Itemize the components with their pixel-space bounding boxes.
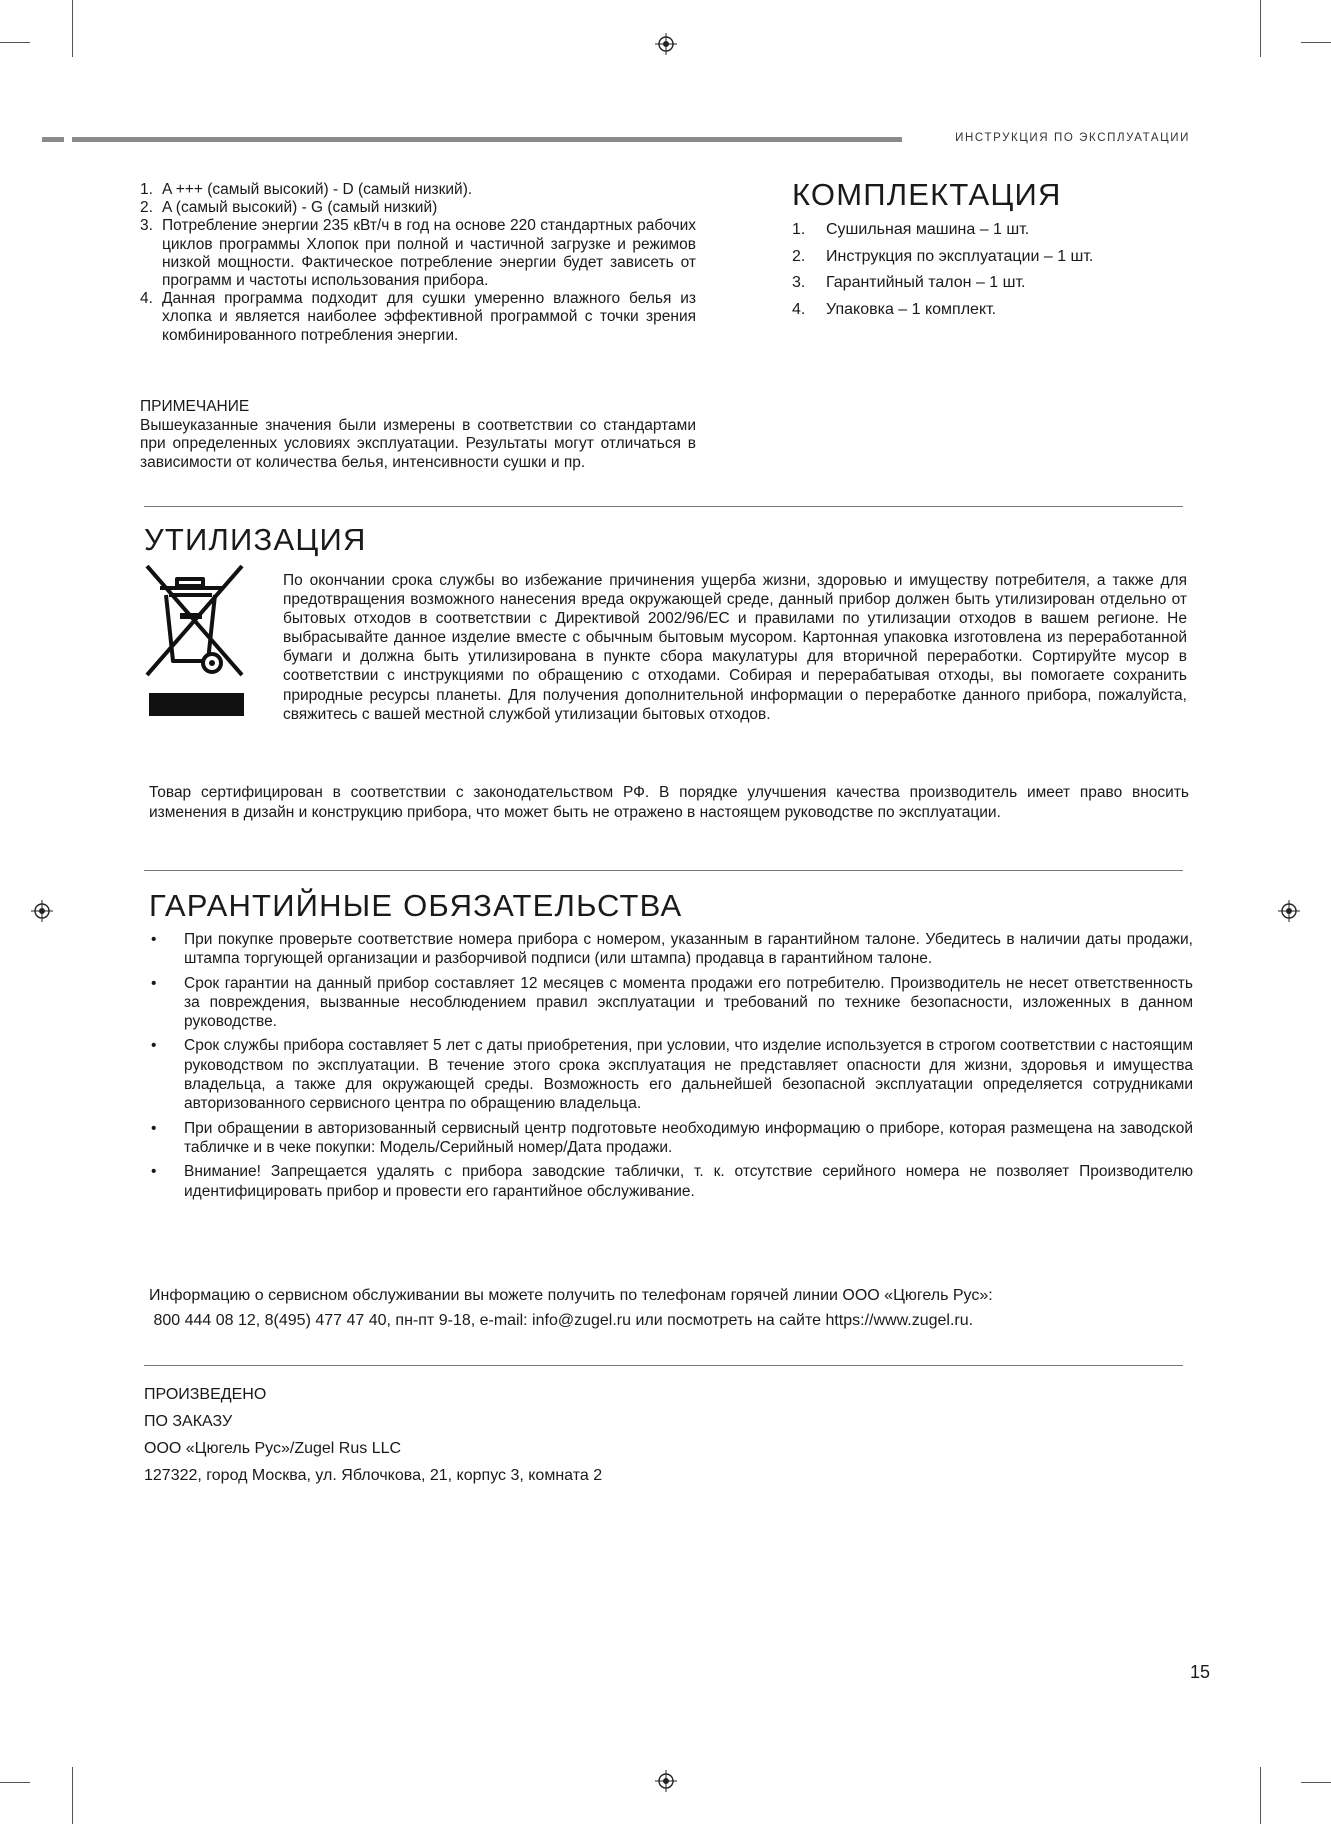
manufacturer-name: ООО «Цюгель Рус»/Zugel Rus LLC xyxy=(144,1440,402,1457)
list-item: • Срок гарантии на данный прибор составляет 12 месяцев с момента продажи его потребителю. Производитель не несет ответственность за повреждения, вызванные несоблюдением правил эксплуатации и требований по технике безопасности, изложенных в данном руководстве. xyxy=(151,974,1193,1031)
crop-mark xyxy=(1260,0,1261,57)
list-item: 4. Упаковка – 1 комплект. xyxy=(792,300,997,318)
utilization-title: УТИЛИЗАЦИЯ xyxy=(144,522,367,557)
note-text: Вышеуказанные значения были измерены в соответствии со стандартами при определенных условиях эксплуатации. Результаты могут отличаться в зависимости от количества белья, интенсивности сушки и пр. xyxy=(140,416,696,471)
manufacturer-line: ПО ЗАКАЗУ xyxy=(144,1413,233,1430)
header-bar xyxy=(72,137,902,142)
registration-mark-icon xyxy=(655,33,677,55)
crop-mark xyxy=(0,42,30,43)
service-line: Информацию о сервисном обслуживании вы можете получить по телефонам горячей линии ООО «Цюгель Рус»: xyxy=(149,1287,993,1304)
crop-mark xyxy=(0,1782,30,1783)
registration-mark-icon xyxy=(655,1770,677,1792)
note-title: ПРИМЕЧАНИЕ xyxy=(140,398,250,415)
list-item: 1. A +++ (самый высокий) - D (самый низкий). xyxy=(140,181,473,198)
utilization-text: По окончании срока службы во избежание причинения ущерба жизни, здоровью и имуществу потребителя, а также для предотвращения возможного нанесения вреда окружающей среде, данный прибор должен быть утилизирован отдельно от бытовых отходов в соответствии с Директивой 2002/96/ЕС и правилами по утилизации отходов в вашем регионе. Не выбрасывайте данное изделие вместе с обычным бытовым мусором. Картонная упаковка изготовлена из переработанной бумаги и должна быть утилизирована в пункте сбора макулатуры для вторичной переработки. Сортируйте мусор в соответствии с инструкциями по обращению с отходами. Собирая и перерабатывая отходы, вы помогаете сохранить природные ресурсы планеты. Для получения дополнительной информации о переработке данного прибора, пожалуйста, свяжитесь с вашей местной службой утилизации бытовых отходов. xyxy=(283,572,1187,723)
page-number: 15 xyxy=(1190,1662,1211,1682)
list-item: • При обращении в авторизованный сервисный центр подготовьте необходимую информацию о приборе, которая размещена на заводской табличке и в чеке покупки: Модель/Серийный номер/Дата продажи. xyxy=(151,1119,1193,1156)
crop-mark xyxy=(1260,1767,1261,1824)
komplektaciya-title: КОМПЛЕКТАЦИЯ xyxy=(792,177,1062,212)
list-item: 3. Потребление энергии 235 кВт/ч в год на основе 220 стандартных рабочих циклов программы Хлопок при полной и частичной загрузке и режимов низкой мощности. Фактическое потребление энергии будет зависеть от программ и частоты использования прибора. xyxy=(140,217,696,290)
service-info xyxy=(149,1284,1209,1333)
registration-mark-icon xyxy=(1278,900,1300,922)
crop-mark xyxy=(72,1767,73,1824)
divider xyxy=(144,870,1183,871)
crop-mark xyxy=(1301,1782,1331,1783)
registration-mark-icon xyxy=(31,900,53,922)
note-block xyxy=(140,398,696,472)
list-item: • При покупке проверьте соответствие номера прибора с номером, указанным в гарантийном талоне. Убедитесь в наличии даты продажи, штампа торгующей организации и разборчивой подписи (или штампа) продавца в гарантийном талоне. xyxy=(151,931,1193,968)
guarantee-title: ГАРАНТИЙНЫЕ ОБЯЗАТЕЛЬСТВА xyxy=(149,888,683,923)
list-item: 2. A (самый высокий) - G (самый низкий) xyxy=(140,199,438,217)
header-label: ИНСТРУКЦИЯ ПО ЭКСПЛУАТАЦИИ xyxy=(955,132,1190,144)
crop-mark xyxy=(1301,42,1331,43)
divider xyxy=(144,1365,1183,1366)
divider xyxy=(144,506,1183,507)
list-item: • Срок службы прибора составляет 5 лет с даты приобретения, при условии, что изделие используется в строгом соответствии с настоящим руководством по эксплуатации. В течение этого срока эксплуатация не представляет опасности для жизни, здоровья и имущества владельца, а также для окружающей среды. Возможность его дальнейшей безопасной эксплуатации определяется сотрудниками авторизованного сервисного центра по обращению владельца. xyxy=(151,1037,1193,1113)
certification-text: Товар сертифицирован в соответствии с законодательством РФ. В порядке улучшения качества производитель имеет право вносить изменения в дизайн и конструкцию прибора, что может быть не отражено в настоящем руководстве по эксплуатации. xyxy=(149,784,1189,821)
guarantee-list xyxy=(149,930,1193,1206)
list-item: • Внимание! Запрещается удалять с прибора заводские таблички, т. к. отсутствие серийного номера не позволяет Производителю идентифицировать прибор и провести его гарантийное обслуживание. xyxy=(151,1163,1193,1200)
manufacturer-line: ПРОИЗВЕДЕНО xyxy=(144,1386,267,1403)
manufacturer-block xyxy=(144,1381,844,1489)
list-item: 1. Сушильная машина – 1 шт. xyxy=(792,221,1030,238)
list-item: 2. Инструкция по эксплуатации – 1 шт. xyxy=(792,247,1094,265)
crop-mark xyxy=(72,0,73,57)
manufacturer-address: 127322, город Москва, ул. Яблочкова, 21, корпус 3, комната 2 xyxy=(144,1467,603,1484)
service-contacts: 800 444 08 12, 8(495) 477 47 40, пн-пт 9-18, e-mail: info@zugel.ru или посмотреть на сайте https://www.zugel.ru. xyxy=(149,1311,974,1329)
crossed-out-wheelie-bin-icon xyxy=(142,565,250,717)
list-item: 3. Гарантийный талон – 1 шт. xyxy=(792,274,1026,291)
energy-notes-list xyxy=(140,181,696,345)
list-item: 4. Данная программа подходит для сушки умеренно влажного белья из хлопка и является наиболее эффективной программой с точки зрения комбинированного потребления энергии. xyxy=(140,290,696,344)
komplektaciya-list xyxy=(792,217,1192,323)
header-bar-left xyxy=(42,137,64,142)
